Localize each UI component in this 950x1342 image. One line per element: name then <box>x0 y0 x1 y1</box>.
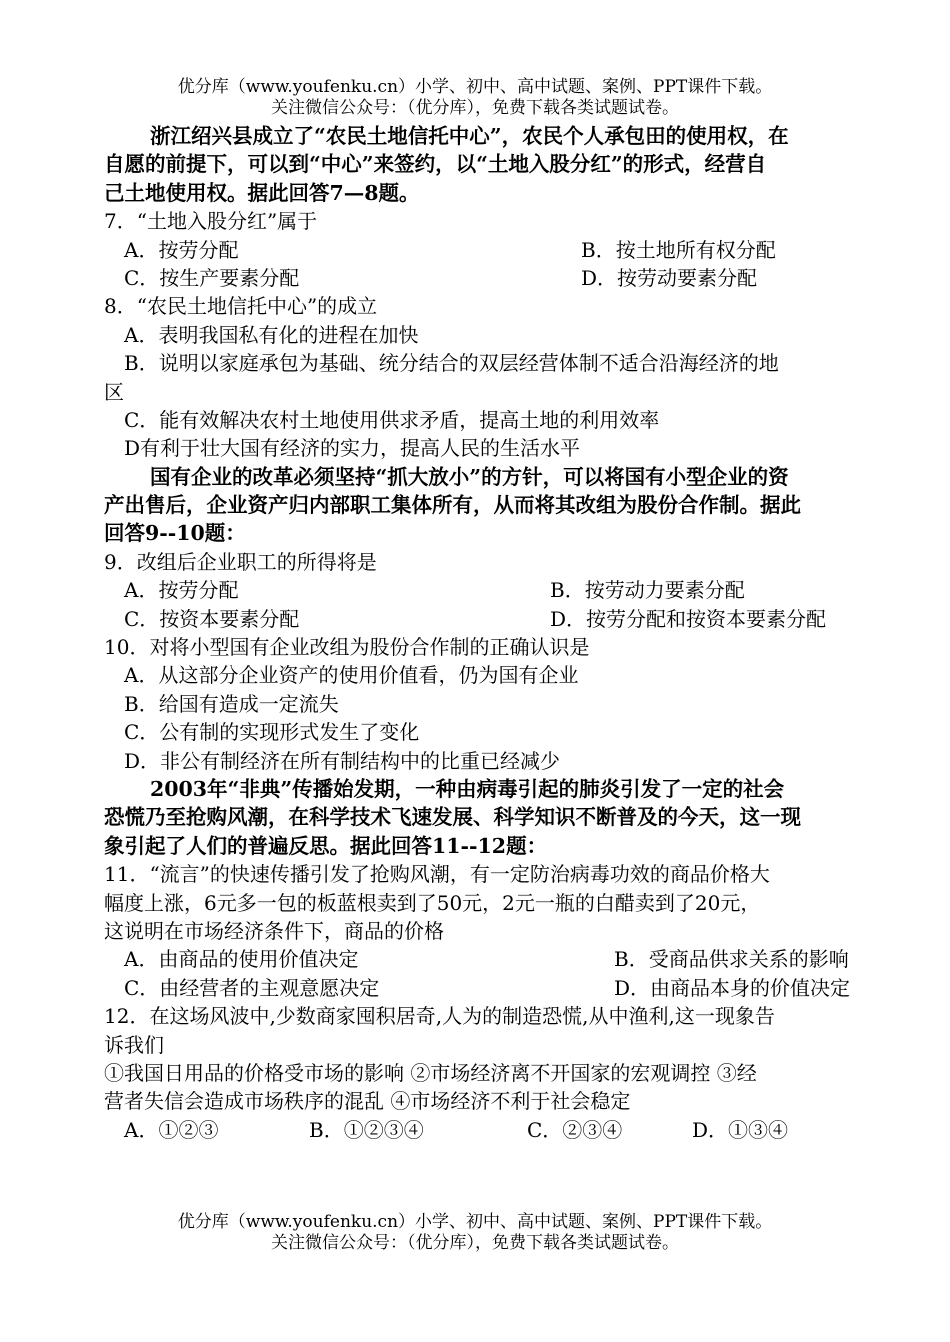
option-d: D．①③④ <box>692 1117 789 1142</box>
question-stem: 10．对将小型国有企业改组为股份合作制的正确认识是 <box>104 635 590 660</box>
material-3-line: 象引起了人们的普遍反思。据此回答11--12题： <box>104 833 548 858</box>
option-c: C．公有制的实现形式发生了变化 <box>124 720 420 745</box>
option-row <box>104 945 854 973</box>
footer-line-1: 优分库（www.youfenku.cn）小学、初中、高中试题、案例、PPT课件下载。 <box>177 1212 773 1232</box>
material-2-line: 产出售后，企业资产归内部职工集体所有，从而将其改组为股份合作制。据此 <box>104 493 801 518</box>
material-2 <box>104 463 854 548</box>
material-1-line: 自愿的前提下，可以到“中心”来签约，以“土地入股分红”的形式，经营自 <box>104 152 767 177</box>
option-b: B．说明以家庭承包为基础、统分结合的双层经营体制不适合沿海经济的地 <box>124 351 779 376</box>
option-a: A．按劳分配 <box>124 578 239 603</box>
header-line-2: 关注微信公众号：（优分库），免费下载各类试题试卷。 <box>271 98 679 118</box>
question-9 <box>104 548 854 633</box>
material-2-line: 回答9--10题： <box>104 521 246 546</box>
option-b: B．受商品供求关系的影响 <box>614 947 849 972</box>
question-stem: 幅度上涨，6元多一包的板蓝根卖到了50元，2元一瓶的白醋卖到了20元， <box>104 890 761 915</box>
option-d: D．按劳分配和按资本要素分配 <box>550 606 827 631</box>
question-11 <box>104 860 854 1002</box>
option-d: D．按劳动要素分配 <box>581 265 758 290</box>
option-c: C．按资本要素分配 <box>124 606 300 631</box>
option-b-continued: 区 <box>104 379 124 404</box>
option-b: B．按土地所有权分配 <box>581 237 776 262</box>
question-12 <box>104 1002 854 1144</box>
material-3 <box>104 775 854 860</box>
option-b: B．给国有造成一定流失 <box>124 691 339 716</box>
statements: 营者失信会造成市场秩序的混乱 ④市场经济不利于社会稳定 <box>104 1089 631 1114</box>
question-stem: 诉我们 <box>104 1032 164 1057</box>
option-row <box>104 605 854 633</box>
option-a: A．表明我国私有化的进程在加快 <box>124 322 419 347</box>
material-1-line: 己土地使用权。据此回答7—8题。 <box>104 180 420 205</box>
option-a: A．按劳分配 <box>124 237 239 262</box>
footer-line-2: 关注微信公众号：（优分库），免费下载各类试题试卷。 <box>271 1233 679 1253</box>
option-c: C．按生产要素分配 <box>124 265 300 290</box>
material-2-line: 国有企业的改革必须坚持“抓大放小”的方针，可以将国有小型企业的资 <box>150 464 789 489</box>
question-8 <box>104 292 854 462</box>
material-1-line: 浙江绍兴县成立了“农民土地信托中心”，农民个人承包田的使用权，在 <box>150 124 789 148</box>
option-c: C．由经营者的主观意愿决定 <box>124 975 380 1000</box>
option-c: C．能有效解决农村土地使用供求矛盾，提高土地的利用效率 <box>124 407 660 432</box>
material-1 <box>104 122 854 207</box>
header-line-1: 优分库（www.youfenku.cn）小学、初中、高中试题、案例、PPT课件下载。 <box>177 77 773 97</box>
question-stem: 8．“农民土地信托中心”的成立 <box>104 294 378 319</box>
question-10 <box>104 633 854 775</box>
option-row <box>104 264 854 292</box>
option-b: B．按劳动力要素分配 <box>550 578 745 603</box>
option-row <box>104 974 854 1002</box>
question-stem: 7．“土地入股分红”属于 <box>104 209 318 234</box>
question-7 <box>104 207 854 292</box>
question-stem: 这说明在市场经济条件下，商品的价格 <box>104 918 444 943</box>
option-row <box>104 1116 854 1144</box>
material-3-line: 恐慌乃至抢购风潮，在科学技术飞速发展、科学知识不断普及的今天，这一现 <box>104 805 801 830</box>
option-c: C．②③④ <box>527 1117 623 1142</box>
question-stem: 12．在这场风波中,少数商家囤积居奇,人为的制造恐慌,从中渔利,这一现象告 <box>104 1004 775 1029</box>
page-footer <box>0 1212 950 1254</box>
option-a: A．从这部分企业资产的使用价值看，仍为国有企业 <box>124 663 579 688</box>
option-a: A．①②③ <box>124 1117 219 1142</box>
option-a: A．由商品的使用价值决定 <box>124 947 359 972</box>
option-row <box>104 236 854 264</box>
exam-content <box>104 122 854 1144</box>
option-b: B．①②③④ <box>309 1117 424 1142</box>
option-row <box>104 576 854 604</box>
question-stem: 11．“流言”的快速传播引发了抢购风潮，有一定防治病毒功效的商品价格大 <box>104 862 770 887</box>
statements: ①我国日用品的价格受市场的影响 ②市场经济离不开国家的宏观调控 ③经 <box>104 1060 757 1085</box>
option-d: D有利于壮大国有经济的实力，提高人民的生活水平 <box>124 436 581 461</box>
option-d: D．非公有制经济在所有制结构中的比重已经减少 <box>124 748 561 773</box>
material-3-line: 2003年“非典”传播始发期，一种由病毒引起的肺炎引发了一定的社会 <box>150 776 785 801</box>
page-header <box>0 77 950 119</box>
option-d: D．由商品本身的价值决定 <box>614 975 851 1000</box>
question-stem: 9．改组后企业职工的所得将是 <box>104 549 377 574</box>
